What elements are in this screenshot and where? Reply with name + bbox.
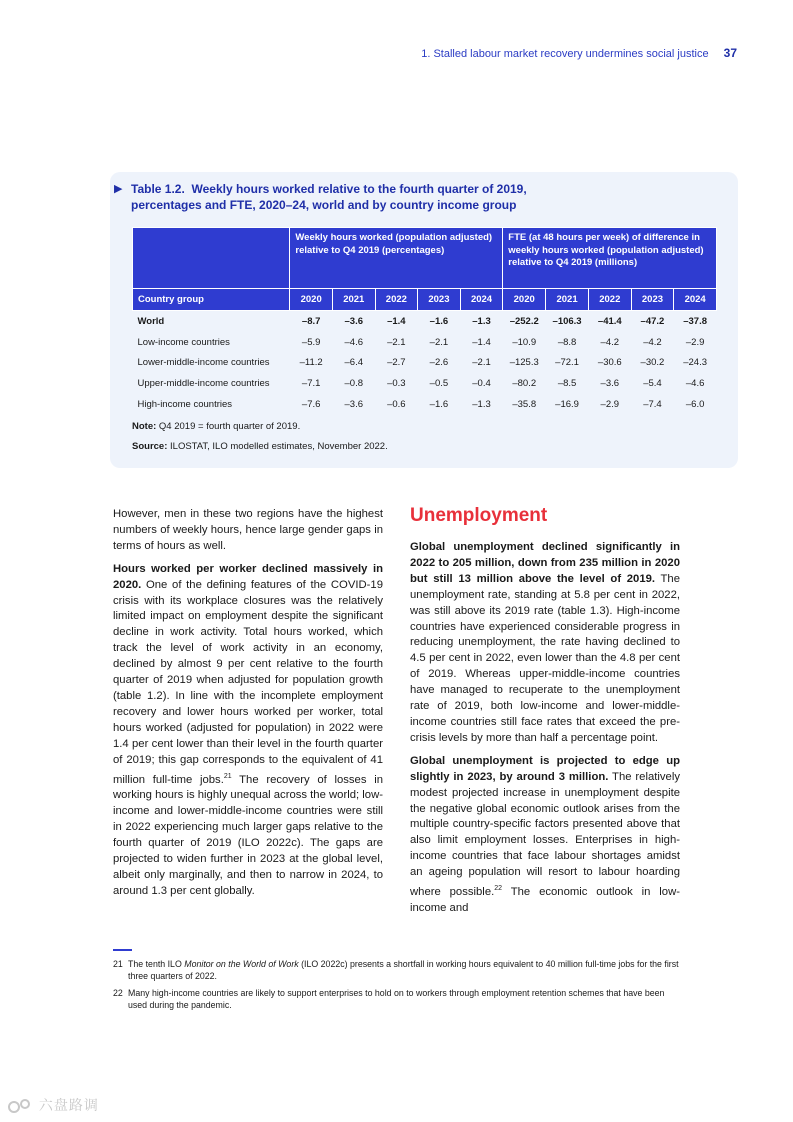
cell: –35.8 — [512, 398, 537, 410]
cell: –8.5 — [557, 377, 577, 389]
watermark-text: 六盘路调 — [38, 1097, 99, 1113]
footnote-text: (ILO 2022c) presents a shortfall in working hours equivalent to 40 million full-time jobs for the first three quarters of 2022. — [128, 959, 679, 981]
year-header: 2022 — [588, 289, 631, 311]
cell: –125.3 — [509, 357, 539, 369]
cell: –4.6 — [685, 377, 705, 389]
paragraph — [410, 754, 680, 917]
body-text: The unemployment rate, standing at 5.8 per cent in 2022, was still above its 2019 rate (table 1.3). High-income countries have experienced considerable progress in reducing unemployment, the rate having declined to 4.5 per cent in 2022, even lower than the 4.8 per cent of 2019. Whereas upper-middle-income countries have managed to recuperate to the unemployment rate of 2019, both low-income and lower-middle-income countries still face rates that exceed the pre-crisis levels by more than half a percentage point. — [410, 572, 680, 744]
cell: –0.3 — [387, 377, 406, 389]
group-header-percent: Weekly hours worked (population adjusted) relative to Q4 2019 (percentages) — [290, 228, 503, 289]
cell: –16.9 — [555, 398, 579, 410]
cell: –7.1 — [301, 377, 321, 389]
cell: –10.9 — [512, 336, 537, 348]
body-text: One of the defining features of the COVID-19 crisis with its workplace closures was the relatively limited impact on employment despite the significant decline in work activity. Total hours worked, which track the level of work activity in an economy, declined by almost 9 per cent relative to the fourth quarter of 2019 when adjusted for population growth (table 1.2). In line with the incomplete employment recovery and lower hours worked per worker, total hours worked (adjusted for population) in 2022 were 1.4 per cent lower than their level in the fourth quarter of 2019; this gap corresponds to the equivalent of 41 million full-time jobs. — [113, 578, 383, 786]
cell: –6.4 — [344, 357, 364, 369]
cell: –3.6 — [344, 398, 364, 410]
page-number: 37 — [723, 46, 737, 60]
source-label: Source: — [132, 441, 168, 452]
table-title — [114, 181, 594, 213]
group-header-fte: FTE (at 48 hours per week) of difference in weekly hours worked (population adjusted) relative to Q4 2019 (millions) — [503, 228, 717, 289]
year-header: 2021 — [546, 289, 589, 311]
table-row — [133, 311, 717, 332]
footnote-number: 21 — [113, 959, 123, 969]
table-row — [133, 373, 717, 394]
cell: –4.6 — [344, 336, 364, 348]
year-header: 2023 — [418, 289, 461, 311]
table-row — [133, 352, 717, 373]
cell: –5.4 — [643, 377, 662, 389]
cell: –72.1 — [555, 357, 579, 369]
cell: –0.4 — [472, 377, 491, 389]
cell: –1.4 — [387, 315, 406, 327]
table-label: Table 1.2. — [131, 182, 185, 196]
cell: –5.9 — [301, 336, 321, 348]
header-blank — [133, 228, 290, 289]
cell: –7.6 — [301, 398, 321, 410]
cell: –0.8 — [344, 377, 364, 389]
cell: –37.8 — [683, 315, 708, 327]
paragraph: However, men in these two regions have the highest numbers of weekly hours, hence large gender gaps in terms of hours as well. — [113, 508, 383, 552]
row-label: Upper-middle-income countries — [137, 377, 270, 389]
running-header — [421, 46, 737, 60]
watermark — [8, 1095, 99, 1115]
body-text: The recovery of losses in working hours is highly unequal across the world; low-income and lower-middle-income countries were still in 2022 experiencing much larger gaps relative to the fourth quarter of 2019 (ILO 2022c). The gaps are projected to widen further in 2023 at the global level, albeit only marginally, and then to narrow in 2024, to around 1.3 per cent globally. — [113, 773, 384, 897]
year-header: 2024 — [460, 289, 503, 311]
cell: –30.6 — [597, 357, 622, 369]
cell: –47.2 — [640, 315, 665, 327]
footnote-divider — [113, 949, 132, 951]
cell: –3.6 — [600, 377, 620, 389]
lead-in: Global unemployment is projected to edge up slightly in 2023, by around 3 million. — [410, 754, 680, 783]
right-column — [410, 540, 680, 924]
cell: –2.9 — [685, 336, 705, 348]
source-text: ILOSTAT, ILO modelled estimates, November 2022. — [170, 441, 388, 452]
footnote-ref[interactable]: 21 — [223, 772, 232, 780]
footnote — [113, 987, 683, 1011]
cell: –1.3 — [472, 398, 491, 410]
paragraph — [113, 562, 383, 900]
running-title: 1. Stalled labour market recovery undermines social justice — [421, 48, 709, 60]
body-text: The relatively modest projected increase in unemployment despite the negative global economic outlook arises from the multiple country-specific factors presented above that also limit employment losses. Enterprises in high-income countries that face labour shortages amidst an ageing population will resort to labour hoarding where possible. — [410, 770, 680, 898]
note-label: Note: — [132, 421, 157, 432]
cell: –252.2 — [509, 315, 539, 327]
footnote-text: Many high-income countries are likely to support enterprises to hold on to workers through employment retention schemes that have been used during the pandemic. — [128, 988, 665, 1010]
cell: –24.3 — [683, 357, 708, 369]
cell: –2.1 — [472, 357, 491, 369]
lead-in: Global unemployment declined significantly in 2022 to 205 million, down from 235 million in 2020 but still 13 million above the level of 2019. — [410, 541, 680, 585]
cell: –1.3 — [472, 315, 491, 327]
cell: –41.4 — [597, 315, 622, 327]
cell: –2.9 — [600, 398, 620, 410]
footnote-ref[interactable]: 22 — [494, 885, 503, 893]
cell: –1.6 — [429, 315, 449, 327]
cell: –4.2 — [643, 336, 662, 348]
cell: –6.0 — [685, 398, 705, 410]
year-header: 2024 — [674, 289, 717, 311]
year-header: 2020 — [503, 289, 546, 311]
cell: –30.2 — [640, 357, 665, 369]
cell: –4.2 — [600, 336, 620, 348]
year-header: 2021 — [332, 289, 375, 311]
table-row — [133, 394, 717, 415]
year-header: 2020 — [290, 289, 333, 311]
hours-worked-table — [132, 227, 717, 414]
cell: –8.8 — [557, 336, 577, 348]
footnote-number: 22 — [113, 988, 123, 998]
cell: –2.7 — [387, 357, 406, 369]
year-header: 2023 — [631, 289, 674, 311]
section-heading: Unemployment — [410, 505, 548, 526]
cell: –11.2 — [299, 357, 323, 369]
paragraph — [410, 540, 680, 747]
triangle-arrow-icon: ▶ — [114, 183, 123, 195]
row-label: High-income countries — [137, 398, 233, 410]
footnote — [113, 958, 683, 982]
footnote-text: The tenth ILO — [128, 959, 185, 969]
year-header: 2022 — [375, 289, 418, 311]
cell: –3.6 — [344, 315, 364, 327]
left-column — [113, 507, 383, 907]
footnote-title: Monitor on the World of Work — [184, 959, 299, 969]
table-title-text: Weekly hours worked relative to the fourth quarter of 2019, percentages and FTE, 2020–24, world and by country income group — [131, 182, 527, 212]
cell: –2.1 — [387, 336, 406, 348]
cell: –0.6 — [387, 398, 406, 410]
lead-in: Hours worked per worker declined massively in 2020. — [113, 562, 383, 591]
table-note — [132, 421, 300, 432]
table-row — [133, 332, 717, 353]
row-label: Low-income countries — [137, 336, 230, 348]
note-text: Q4 2019 = fourth quarter of 2019. — [158, 421, 301, 432]
cell: –7.4 — [643, 398, 662, 410]
watermark-logo-icon — [8, 1098, 34, 1114]
cell: –80.2 — [512, 377, 537, 389]
row-label: Lower-middle-income countries — [137, 357, 270, 369]
cell: –2.6 — [429, 357, 449, 369]
cell: –1.4 — [472, 336, 491, 348]
cell: –8.7 — [301, 315, 321, 327]
cell: –2.1 — [429, 336, 449, 348]
cell: –1.6 — [429, 398, 449, 410]
table-source — [132, 441, 388, 452]
col-header-country-group: Country group — [133, 289, 290, 311]
row-label: World — [137, 315, 165, 327]
cell: –0.5 — [429, 377, 449, 389]
cell: –106.3 — [552, 315, 582, 327]
body-text: The economic outlook in low-income and — [410, 885, 680, 914]
